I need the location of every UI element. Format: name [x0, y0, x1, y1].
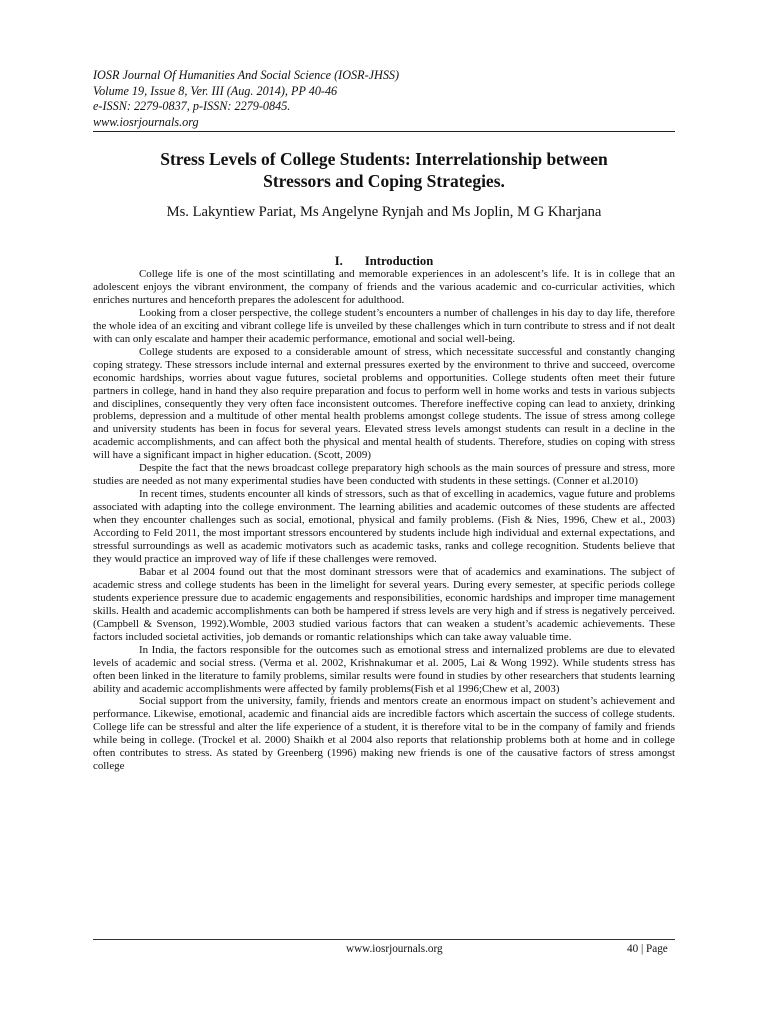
paragraph-5: In recent times, students encounter all kinds of stressors, such as that of excelling in academics, vague future and problems associated with adapting into the college environment. The learning abilities and academic outcomes of these students are affected when they encounter challenges such as social, emotional, physical and family problems. (Fish & Nies, 1996, Chew et al., 2003) According to Feld 2011, the most important stressors encountered by students include high individual and external expectations, and stressful surroundings as well as academic motivators such as academic tasks, ranks and college recognition. Students believe that they would practice an improved way of life if these challenges were removed. [93, 488, 675, 565]
paper-title [93, 148, 675, 192]
footer-divider [93, 939, 675, 940]
header-divider [93, 131, 675, 132]
paragraph-6: Babar et al 2004 found out that the most dominant stressors were that of academics and examinations. The subject of academic stress and college students has been in the limelight for several years. During every semester, at specific periods college students experience pressure due to academic engagements and responsibilities, economic hardships and improper time management skills. Health and academic accomplishments can both be hampered if stress levels are very high and if stress is negatively perceived. (Campbell & Svenson, 1992).Womble, 2003 studied various factors that can weaken a student’s academic achievements. These factors included societal activities, job demands or romantic relationships which can take away valuable time. [93, 565, 675, 643]
paragraph-2: Looking from a closer perspective, the college student’s encounters a number of challenges in his day to day life, therefore the whole idea of an exciting and vibrant college life is unveiled by these challenges which in turn contribute to stress and if not dealt with can only escalate and hamper their academic performance, emotional and social well-being. [93, 306, 675, 345]
paragraph-1: College life is one of the most scintillating and memorable experiences in an adolescent’s life. It is in college that an adolescent enjoys the vibrant environment, the company of friends and the various academic and co-curricular activities, which enriches nurtures and henceforth prepares the adolescent for adulthood. [93, 268, 675, 306]
journal-website: www.iosrjournals.org [93, 114, 199, 129]
journal-volume: Volume 19, Issue 8, Ver. III (Aug. 2014), PP 40-46 [93, 83, 338, 98]
section-title: Introduction [364, 254, 434, 268]
journal-issn: e-ISSN: 2279-0837, p-ISSN: 2279-0845. [93, 99, 291, 114]
paragraph-4: Despite the fact that the news broadcast college preparatory high schools as the main sources of pressure and stress, more studies are needed as not many experimental studies have been conducted with students in these settings. (Conner et al.2010) [93, 462, 675, 488]
paragraph-8: Social support from the university, family, friends and mentors create an enormous impact on student’s achievement and performance. Likewise, emotional, academic and financial aids are incredible factors which ascertain the success of college students. College life can be stressful and alter the life experience of a student, it is therefore vital to be in the company of family and friends while being in college. (Trockel et al. 2000) Shaikh et al 2004 also reports that relationship problems both at home and in college often contributes to stress. As stated by Greenberg (1996) making new friends is one of the causative factors of stress amongst college [93, 695, 675, 773]
journal-name: IOSR Journal Of Humanities And Social Science (IOSR-JHSS) [93, 68, 400, 82]
paper-authors: Ms. Lakyntiew Pariat, Ms Angelyne Rynjah and Ms Joplin, M G Kharjana [166, 204, 602, 220]
paragraph-3: College students are exposed to a considerable amount of stress, which necessitate successful and constantly changing coping strategy. These stressors include internal and external pressures exerted by the environment to thrive and succeed, overcome economic hardships, worries about vague futures, societal problems and opportunities. College students often meet their future partners in college, hand in hand they also require preparation and focus to perform well in home works and tests in various subjects and disciplines, consequently they very often face inconsistent outcomes. Therefore ineffective coping can lead to anxiety, drinking problems, depression and a multitude of other mental health problems amongst college students. The issue of stress among college and university students has been in focus for several years. Elevated stress levels amongst students can result in a decline in the academic accomplishments, and can affect both the physical and mental health of students. Therefore, studies on coping with stress will have a significant impact in higher education. (Scott, 2009) [93, 345, 675, 462]
footer-website: www.iosrjournals.org [346, 943, 443, 955]
page-number: 40 | Page [627, 943, 668, 955]
paper-title-line-2: Stressors and Coping Strategies. [263, 171, 505, 191]
section-heading [93, 254, 675, 269]
body-text [93, 268, 675, 773]
paragraph-7: In India, the factors responsible for the outcomes such as emotional stress and internalized problems are due to elevated levels of academic and social stress. (Verma et al. 2002, Krishnakumar et al. 2005, Lai & Wong 1992). While students stress has often been linked in the literature to family problems, similar results were found in studies by other researchers that students learning ability and academic accomplishments were affected by family problems(Fish et al 1996;Chew et al, 2003) [93, 643, 675, 695]
paper-title-line-1: Stress Levels of College Students: Interrelationship between [160, 149, 608, 169]
section-number: I. [334, 254, 343, 268]
journal-header [93, 68, 693, 130]
